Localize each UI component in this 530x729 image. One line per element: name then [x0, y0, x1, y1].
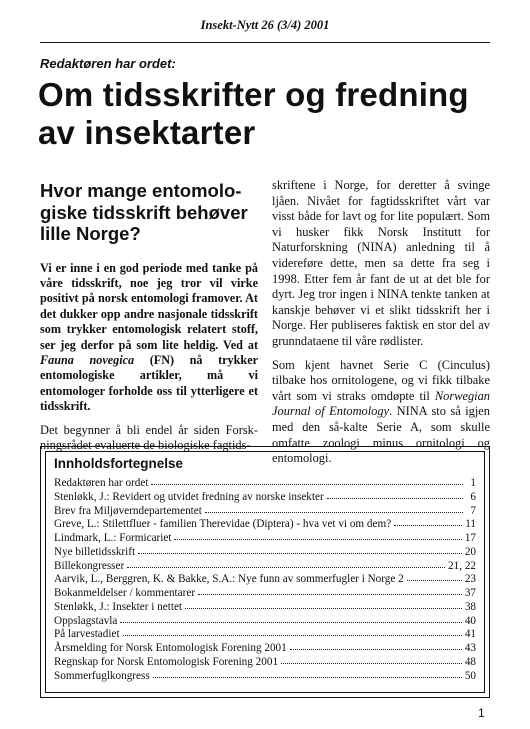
toc-leader-dots [198, 585, 462, 595]
toc-leader-dots [127, 558, 445, 568]
toc-entry-text: Stenløkk, J.: Revidert og utvidet fredning av norske insekter [54, 490, 324, 503]
toc-entry-page: 48 [464, 655, 476, 668]
toc-entry-page: 17 [464, 532, 476, 544]
table-of-contents [40, 446, 490, 698]
toc-list [54, 476, 476, 682]
toc-entry-text: Sommerfuglkongress [54, 669, 150, 682]
toc-entry [54, 655, 476, 669]
body-right-2-text-a: Som kjent havnet Serie C (Cinculus) tilbake hos ornitologene, og vi fikk tilbake vårt som vi straks omdøpte til [272, 357, 490, 403]
left-column [40, 180, 258, 462]
toc-entry [54, 559, 476, 573]
toc-entry [54, 490, 476, 504]
toc-entry [54, 531, 476, 545]
toc-leader-dots [123, 626, 462, 636]
body-right-2-text-b: . NINA sto så igjen med den så-kalte Serie A, som skulle omfatte zoologi minus ornitologi og entomologi. [272, 404, 490, 466]
toc-entry [54, 600, 476, 614]
toc-entry [54, 545, 476, 559]
toc-entry-text: Greve, L.: Stilettfluer - familien Therevidae (Diptera) - hva vet vi om dem? [54, 518, 392, 531]
toc-leader-dots [185, 599, 462, 609]
toc-entry-text: Brev fra Miljøverndepartementet [54, 504, 202, 517]
running-head: Insekt-Nytt 26 (3/4) 2001 [200, 18, 330, 32]
toc-leader-dots [138, 544, 462, 554]
toc-leader-dots [394, 516, 462, 526]
toc-entry [54, 517, 476, 531]
toc-leader-dots [290, 640, 462, 650]
toc-entry [54, 641, 476, 655]
intro-paragraph [40, 261, 258, 415]
toc-leader-dots [174, 530, 461, 540]
toc-entry-page: 11 [465, 518, 476, 531]
intro-text-2: (FN) nå trykker entomologiske artikler, må vi entomologer forholde oss til ytterligere et tidsskrift. [40, 352, 259, 414]
toc-entry-page: 6 [470, 490, 476, 503]
toc-inner-frame [45, 451, 485, 693]
toc-entry [54, 614, 476, 628]
toc-entry [54, 669, 476, 683]
toc-entry-page: 40 [464, 614, 476, 627]
toc-leader-dots [407, 571, 462, 581]
toc-entry-text: På larvestadiet [54, 628, 120, 641]
toc-entry-page: 41 [464, 628, 476, 641]
toc-entry [54, 476, 476, 490]
toc-entry-text: Redaktøren har ordet [54, 477, 149, 489]
toc-leader-dots [205, 503, 463, 513]
toc-leader-dots [151, 475, 463, 485]
intro-journal-name: Fauna novegica [40, 352, 135, 367]
toc-entry [54, 627, 476, 641]
toc-entry-text: Stenløkk, J.: Insekter i nettet [54, 600, 183, 613]
toc-entry-page: 50 [464, 669, 476, 682]
toc-entry [54, 572, 476, 586]
body-paragraph-left: Det begynner å bli endel år siden Forsk-ningsrådet evaluerte de biologiske fagtids- [40, 422, 258, 453]
intro-text-1: Vi er inne i en god periode med tanke på våre tidsskrift, noe jeg tror vil virke positivt på norsk entomologi framover. At det dukker opp andre nasjonale tidsskrift som trykker entomologisk relatert stoff, ser jeg derfor på som lite heldig. Ved at [40, 260, 258, 352]
section-label: Redaktøren har ordet: [40, 56, 176, 71]
toc-entry-page: 37 [464, 587, 476, 599]
toc-entry-text: Regnskap for Norsk Entomologisk Forening 2001 [54, 655, 279, 668]
toc-entry-text: Oppslagstavla [54, 614, 118, 627]
toc-entry-page: 7 [470, 504, 476, 517]
toc-entry-text: Nye billetidsskrift [54, 545, 136, 558]
body-paragraph-right-1: skriftene i Norge, for deretter å svinge ljåen. Nivået for fagtidsskriftet vårt var visst både for lavt og for lite populært. Som vi husker fikk Norsk Institutt for Naturforskning (NINA) anledning til å videreføre dette, men sa dette fra seg i 1998. Etter fem år fant de ut at det ble for dyrt. Jeg tror ingen i NINA tenkte tanken at kanskje behøver vi et slikt tidsskrift her i Norge. Her publiseres faktisk en stor del av grunndataene til våre rødlister. [272, 178, 490, 348]
journal-name-emphasis: Norwegian Journal of Entomology [272, 388, 490, 419]
toc-title: Innholdsfortegnelse [54, 456, 184, 471]
toc-leader-dots [327, 489, 463, 499]
toc-entry-page: 1 [470, 477, 476, 489]
toc-entry-page: 20 [464, 545, 476, 558]
toc-entry [54, 586, 476, 600]
toc-entry-page: 43 [464, 642, 476, 654]
header-rule [40, 42, 490, 43]
toc-leader-dots [153, 668, 462, 678]
toc-entry-text: Billekongresser [54, 559, 125, 572]
toc-entry-page: 23 [464, 573, 476, 586]
page-number: 1 [478, 706, 485, 720]
toc-entry [54, 504, 476, 518]
toc-entry-page: 21, 22 [448, 559, 476, 572]
toc-leader-dots [281, 654, 462, 664]
toc-leader-dots [120, 613, 461, 623]
toc-entry-page: 38 [464, 600, 476, 613]
right-column [272, 180, 490, 475]
toc-entry-text: Årsmelding for Norsk Entomologisk Forening 2001 [54, 642, 287, 654]
toc-entry-text: Lindmark, L.: Formicariet [54, 532, 172, 544]
article-title: Om tidsskrifter og fredning av insektarter [38, 76, 469, 151]
toc-entry-text: Bokanmeldelser / kommentarer [54, 587, 196, 599]
article-subheading: Hvor mange entomolo-giske tidsskrift behøver lille Norge? [40, 180, 248, 244]
toc-entry-text: Aarvik, L., Berggren, K. & Bakke, S.A.: Nye funn av sommerfugler i Norge 2 [54, 573, 404, 586]
